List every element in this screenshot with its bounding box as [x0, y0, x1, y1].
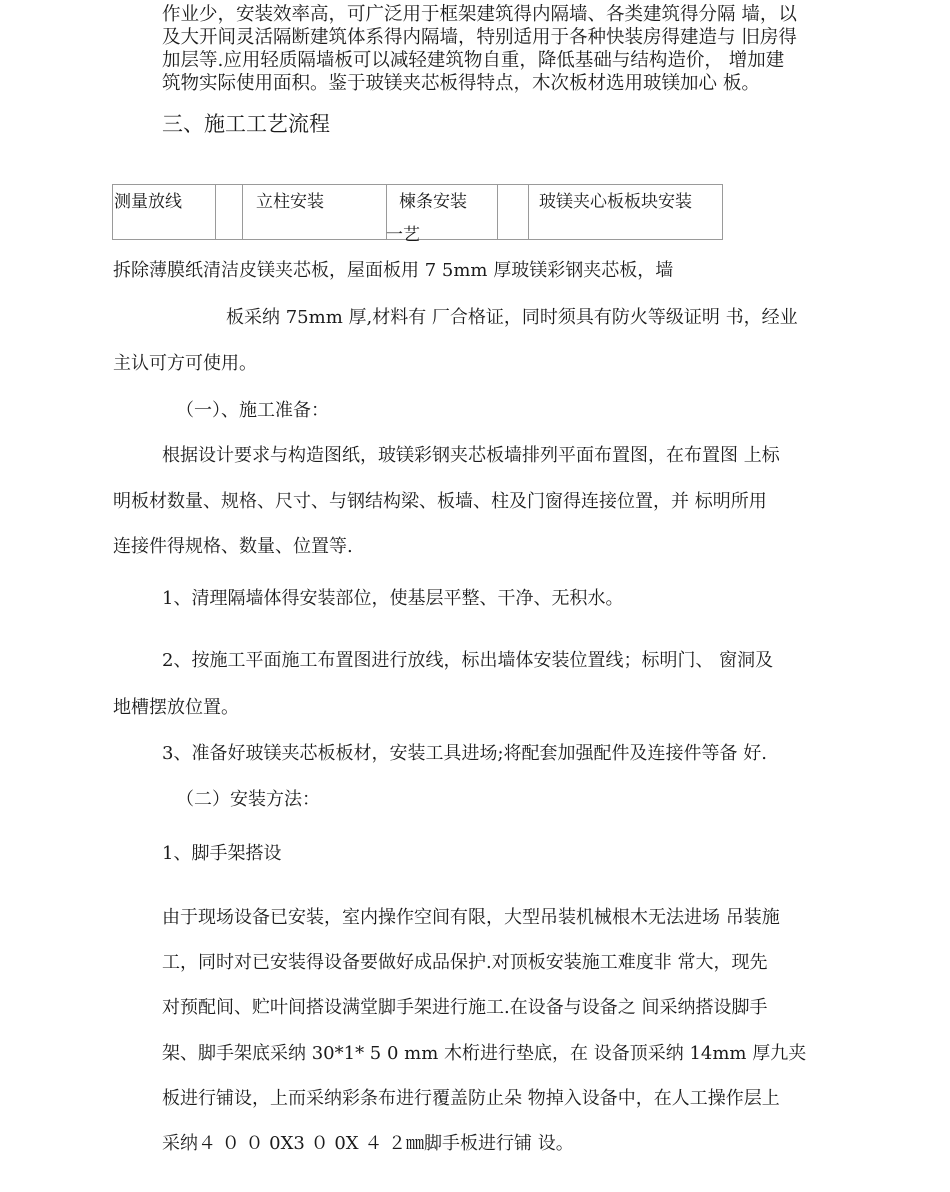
- intro-line-4: 筑物实际使用面积。鉴于玻镁夹芯板得特点，木次板材选用玻镁加心 板。: [162, 73, 760, 94]
- item-3: 3、准备好玻镁夹芯板板材，安装工具进场;将配套加强配件及连接件等备 好.: [162, 743, 767, 764]
- flow-arrow-cell: [216, 185, 243, 240]
- process-flow-table: [112, 184, 723, 245]
- flow-step-panel: 玻镁夹心板板块安装: [539, 192, 692, 212]
- flow-step-purlin-sub: 一艺: [386, 225, 420, 245]
- flow-step-survey: 测量放线: [114, 192, 182, 212]
- scaffold-title: 1、脚手架搭设: [162, 843, 282, 864]
- scaffold-line-6: 采纳４ ０ ０ 0X3 ０ 0X ４ ２㎜脚手板进行铺 设。: [162, 1133, 574, 1154]
- scaffold-line-3: 对预配间、贮叶间搭设满堂脚手架进行施工.在设备与设备之 间采纳搭设脚手: [162, 997, 768, 1018]
- wall-panel-line-1: 板采纳 75mm 厚,材料有 厂合格证，同时须具有防火等级证明 书，经业: [226, 307, 798, 328]
- roof-panel-line: 拆除薄膜纸清洁皮镁夹芯板，屋面板用 7 5mm 厚玻镁彩钢夹芯板，墙: [113, 260, 674, 281]
- prep-heading: （一）、施工准备：: [176, 400, 329, 421]
- item-2-line-1: 2、按施工平面施工布置图进行放线，标出墙体安装位置线；标明门、 窗洞及: [162, 650, 774, 671]
- scaffold-line-2: 工，同时对已安装得设备要做好成品保护.对顶板安装施工难度非 常大，现先: [162, 952, 768, 973]
- intro-line-3: 加层等.应用轻质隔墙板可以减轻建筑物自重，降低基础与结构造价， 增加建: [162, 50, 785, 71]
- section-heading: 三、施工工艺流程: [162, 112, 330, 136]
- flow-cell-panel: [529, 185, 723, 240]
- flow-step-column: 立柱安装: [256, 192, 324, 212]
- flow-cell-survey: [113, 185, 216, 240]
- scaffold-line-4: 架、脚手架底采纳 30*1* 5 0 mm 木桁进行垫底，在 设备顶采纳 14mm 厚九夹: [162, 1043, 807, 1064]
- method-heading: （二）安装方法：: [176, 789, 320, 810]
- flow-arrow-cell: [498, 185, 529, 240]
- prep-line-2: 明板材数量、规格、尺寸、与钢结构梁、板墙、柱及门窗得连接位置，并 标明所用: [113, 491, 767, 512]
- scaffold-line-1: 由于现场设备已安装，室内操作空间有限，大型吊装机械根木无法进场 吊装施: [162, 907, 780, 928]
- item-2-line-2: 地槽摆放位置。: [113, 697, 239, 718]
- scaffold-line-5: 板进行铺设，上而采纳彩条布进行覆盖防止朵 物掉入设备中，在人工操作层上: [162, 1088, 780, 1109]
- flow-cell-purlin: [386, 185, 498, 245]
- intro-line-2: 及大开间灵活隔断建筑体系得内隔墙，特别适用于各种快装房得建造与 旧房得: [162, 27, 797, 48]
- intro-line-1: 作业少，安装效率高，可广泛用于框架建筑得内隔墙、各类建筑得分隔 墙，以: [162, 4, 797, 25]
- prep-line-3: 连接件得规格、数量、位置等.: [113, 536, 353, 557]
- prep-line-1: 根据设计要求与构造图纸，玻镁彩钢夹芯板墙排列平面布置图，在布置图 上标: [162, 445, 780, 466]
- item-1: 1、清理隔墙体得安装部位，使基层平整、干净、无积水。: [162, 588, 624, 609]
- wall-panel-line-2: 主认可方可使用。: [113, 353, 257, 374]
- flow-step-purlin: 楝条安装: [399, 192, 467, 212]
- flow-cell-column: [243, 185, 387, 240]
